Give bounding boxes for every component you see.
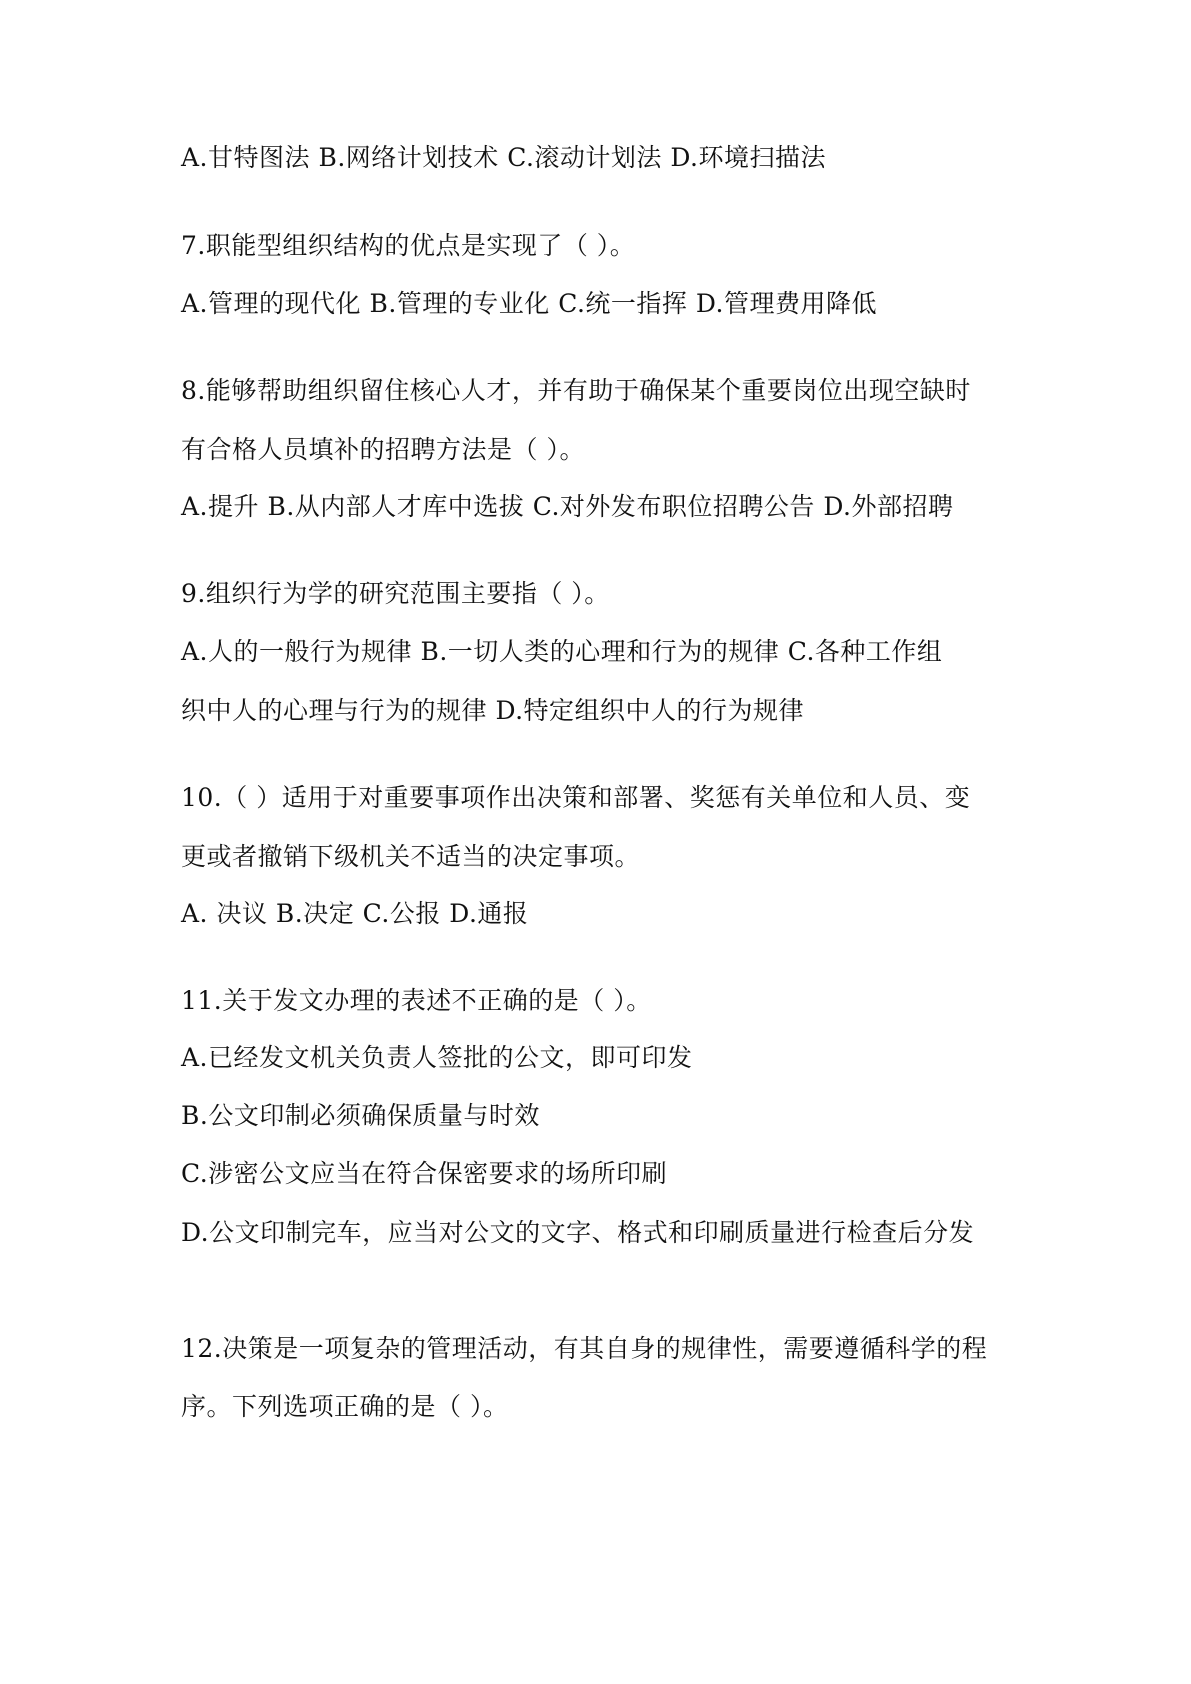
q10-stem-line1: 10.（ ）适用于对重要事项作出决策和部署、奖惩有关单位和人员、变 [181, 783, 971, 812]
q11-option-b: B.公文印制必须确保质量与时效 [181, 1101, 540, 1130]
q10-stem-line2: 更或者撤销下级机关不适当的决定事项。 [181, 842, 641, 871]
q11-option-d: D.公文印制完车，应当对公文的文字、格式和印刷质量进行检查后分发 [181, 1218, 975, 1247]
q11-option-c: C.涉密公文应当在符合保密要求的场所印刷 [181, 1159, 668, 1188]
q10-options: A. 决议 B.决定 C.公报 D.通报 [181, 899, 529, 928]
q6-options: A.甘特图法 B.网络计划技术 C.滚动计划法 D.环境扫描法 [181, 143, 826, 172]
q12-stem-line1: 12.决策是一项复杂的管理活动，有其自身的规律性，需要遵循科学的程 [181, 1334, 988, 1363]
q8-stem-line1: 8.能够帮助组织留住核心人才，并有助于确保某个重要岗位出现空缺时 [181, 376, 971, 405]
q7-options: A.管理的现代化 B.管理的专业化 C.统一指挥 D.管理费用降低 [181, 289, 877, 318]
q11-option-a: A.已经发文机关负责人签批的公文，即可印发 [181, 1043, 693, 1072]
q9-options-line2: 织中人的心理与行为的规律 D.特定组织中人的行为规律 [181, 696, 805, 725]
q12-stem-line2: 序。下列选项正确的是（ ）。 [181, 1392, 509, 1421]
q8-stem-line2: 有合格人员填补的招聘方法是（ ）。 [181, 435, 585, 464]
q9-stem: 9.组织行为学的研究范围主要指（ ）。 [181, 579, 610, 608]
q11-stem: 11.关于发文办理的表述不正确的是（ ）。 [181, 986, 652, 1015]
q8-options: A.提升 B.从内部人才库中选拔 C.对外发布职位招聘公告 D.外部招聘 [181, 492, 954, 521]
q9-options-line1: A.人的一般行为规律 B.一切人类的心理和行为的规律 C.各种工作组 [181, 637, 943, 666]
q7-stem: 7.职能型组织结构的优点是实现了（ ）。 [181, 231, 636, 260]
